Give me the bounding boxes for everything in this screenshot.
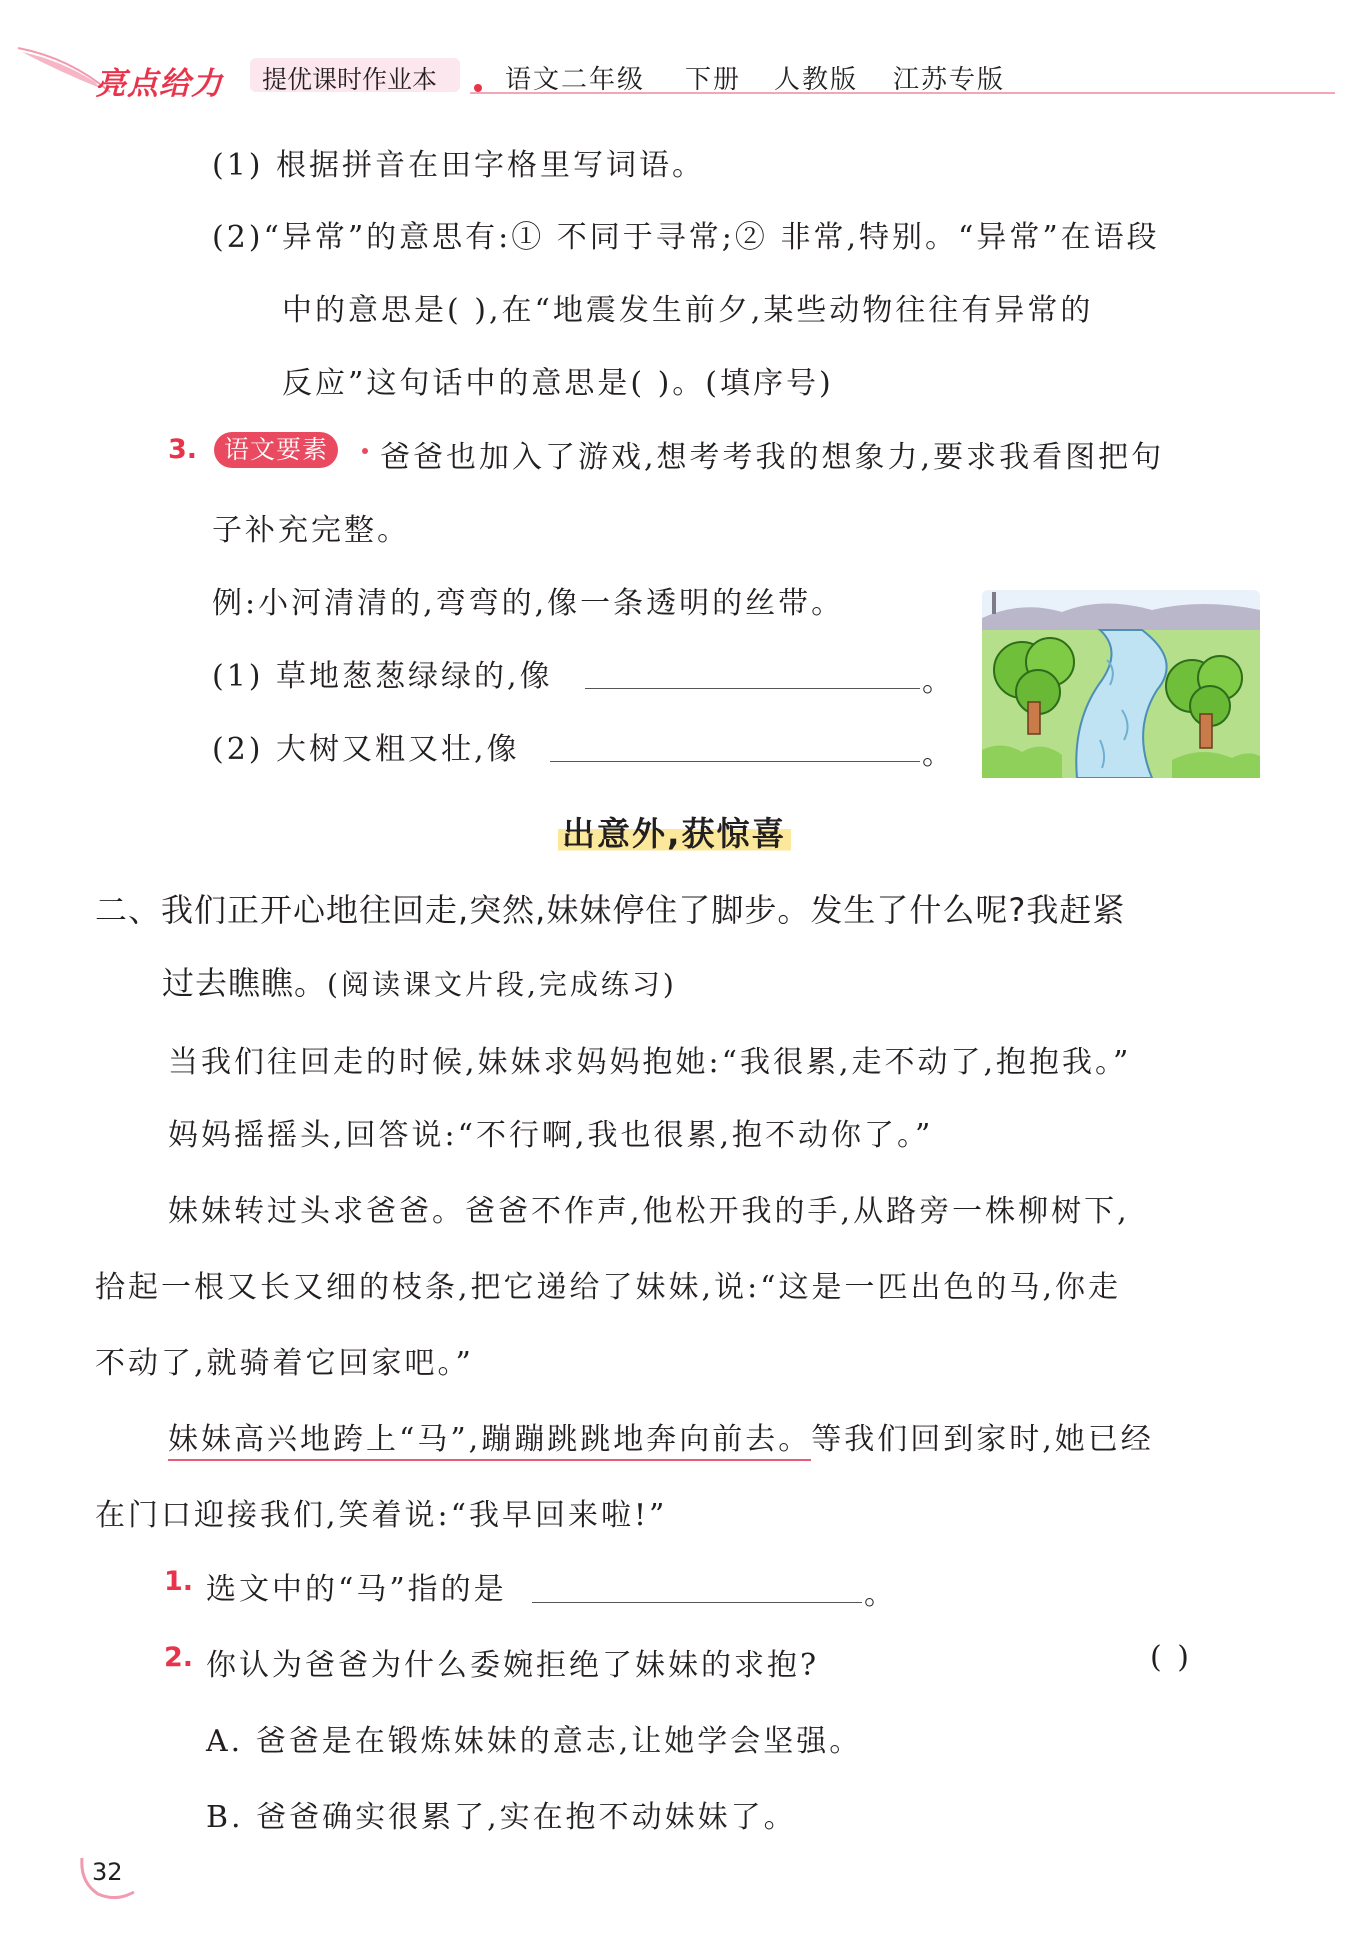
part2-heading-instruction: (阅读课文片段,完成练习) <box>327 968 677 1001</box>
q2-sub2-line2: 中的意思是( ),在“地震发生前夕,某些动物往往有异常的 <box>282 293 1094 328</box>
header-subject: 语文二年级 <box>505 65 646 95</box>
q2-sub2-line1: (2)“异常”的意思有:① 不同于寻常;② 非常,特别。“异常”在语段 <box>212 220 1160 255</box>
passage-p1: 当我们往回走的时候,妹妹求妈妈抱她:“我很累,走不动了,抱抱我。” <box>168 1045 1132 1080</box>
q3-sub1-text: (1) 草地葱葱绿绿的,像 <box>212 659 553 694</box>
brand-logo: 亮点给力 <box>95 66 223 102</box>
q3-line2: 子补充完整。 <box>212 513 410 548</box>
landscape-illustration <box>982 590 1260 778</box>
q3-badge: 语文要素 <box>214 432 338 468</box>
q2-text: 你认为爸爸为什么委婉拒绝了妹妹的求抱? <box>206 1648 820 1683</box>
header-edition: 人教版 <box>774 65 859 95</box>
part2-heading-lead: 过去瞧瞧。 <box>162 964 328 1002</box>
passage-p4-line1 <box>168 1414 1154 1458</box>
q3-sub1-answer-line[interactable] <box>585 688 920 689</box>
q3-sub2-period: 。 <box>922 737 955 772</box>
passage-p4-line2: 在门口迎接我们,笑着说:“我早回来啦!” <box>95 1498 668 1533</box>
q1-number: 1. <box>164 1566 194 1597</box>
passage-p3-line2: 拾起一根又长又细的枝条,把它递给了妹妹,说:“这是一匹出色的马,你走 <box>95 1270 1122 1305</box>
book-title: 提优课时作业本 <box>262 65 438 94</box>
passage-p3-line1: 妹妹转过头求爸爸。爸爸不作声,他松开我的手,从路旁一株柳树下, <box>168 1194 1130 1229</box>
q1-period: 。 <box>864 1577 897 1612</box>
part2-heading-line1: 二、我们正开心地往回走,突然,妹妹停住了脚步。发生了什么呢?我赶紧 <box>95 891 1126 929</box>
q3-number: 3. <box>168 434 198 465</box>
passage-p3-line3: 不动了,就骑着它回家吧。” <box>95 1346 474 1381</box>
part2-heading-line2 <box>162 958 677 1004</box>
q2-sub1-text: (1) 根据拼音在田字格里写词语。 <box>212 148 706 183</box>
badge-dot <box>362 448 368 454</box>
page-number: 32 <box>92 1858 123 1886</box>
passage-underlined-sentence: 妹妹高兴地跨上“马”,蹦蹦跳跳地奔向前去。 <box>168 1422 811 1461</box>
section-title: 出意外,获惊喜 <box>558 808 791 855</box>
passage-p4-rest: 等我们回到家时,她已经 <box>811 1422 1154 1457</box>
q3-example: 例:小河清清的,弯弯的,像一条透明的丝带。 <box>212 586 845 621</box>
header-region: 江苏专版 <box>893 65 1006 95</box>
passage-p2: 妈妈摇摇头,回答说:“不行啊,我也很累,抱不动你了。” <box>168 1118 934 1153</box>
q3-sub2-answer-line[interactable] <box>550 761 920 762</box>
q2-number: 2. <box>164 1642 194 1673</box>
q3-sub2-text: (2) 大树又粗又壮,像 <box>212 732 520 767</box>
q2-answer-paren[interactable]: ( ) <box>1150 1640 1192 1675</box>
q2-option-b[interactable]: B. 爸爸确实很累了,实在抱不动妹妹了。 <box>206 1800 797 1835</box>
q1-text: 选文中的“马”指的是 <box>206 1572 507 1607</box>
q3-line1: 爸爸也加入了游戏,想考考我的想象力,要求我看图把句 <box>380 440 1165 475</box>
q3-sub1-period: 。 <box>922 664 955 699</box>
q1-answer-line[interactable] <box>532 1602 862 1603</box>
q2-option-a[interactable]: A. 爸爸是在锻炼妹妹的意志,让她学会坚强。 <box>206 1724 863 1759</box>
header-volume: 下册 <box>685 65 742 95</box>
q2-sub2-line3: 反应”这句话中的意思是( )。(填序号) <box>282 366 834 401</box>
page-header <box>0 0 1350 110</box>
